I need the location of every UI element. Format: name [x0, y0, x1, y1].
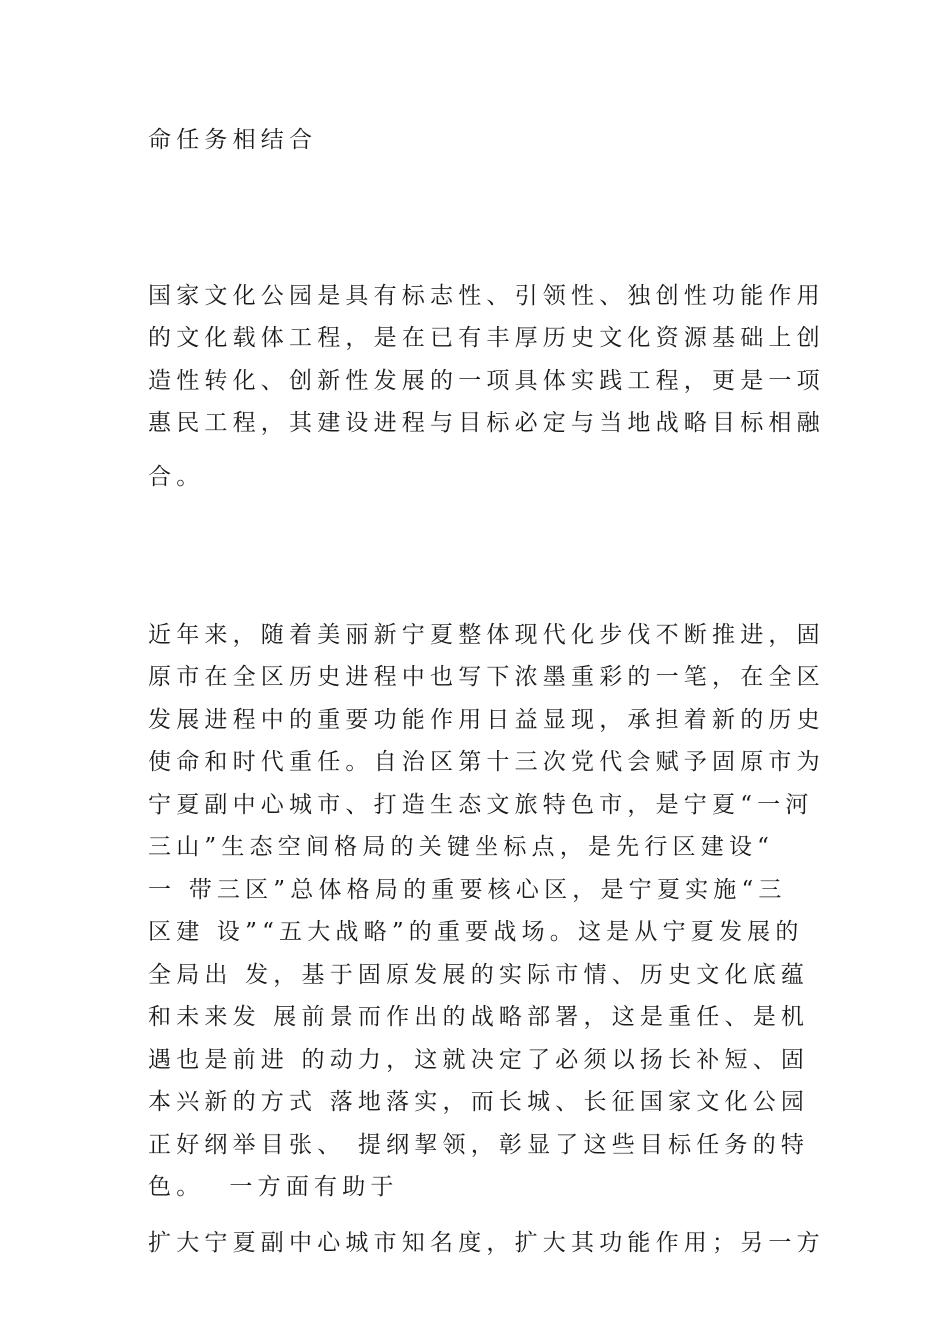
paragraph-line: 区建 设”“五大战略”的重要战场。这是从宁夏发展的: [148, 919, 804, 945]
paragraph-line: 正好纲举目张、 提纲挈领，彰显了这些目标任务的特: [148, 1132, 810, 1158]
paragraph-line: 原市在全区历史进程中也写下浓墨重彩的一笔，在全区: [148, 664, 825, 690]
paragraph-line: 遇也是前进 的动力，这就决定了必须以扬长补短、固: [148, 1047, 810, 1073]
paragraph-line: 合。: [148, 464, 205, 490]
paragraph-line: 近年来，随着美丽新宁夏整体现代化步伐不断推进，固: [148, 622, 825, 648]
heading-fragment: 命任务相结合: [148, 127, 318, 153]
paragraph-line: 扩大宁夏副中心城市知名度，扩大其功能作用；另一方: [148, 1230, 825, 1256]
paragraph-line: 使命和时代重任。自治区第十三次党代会赋予固原市为: [148, 749, 825, 775]
paragraph-line: 色。 一方面有助于: [148, 1174, 399, 1200]
paragraph-line: 惠民工程，其建设进程与目标必定与当地战略目标相融: [148, 410, 825, 436]
paragraph-line: 本兴新的方式 落地落实，而长城、长征国家文化公园: [148, 1089, 810, 1115]
paragraph-line: 和未来发 展前景而作出的战略部署，这是重任、是机: [148, 1004, 810, 1030]
paragraph-line: 国家文化公园是具有标志性、引领性、独创性功能作用: [148, 283, 825, 309]
paragraph-line: 发展进程中的重要功能作用日益显现，承担着新的历史: [148, 707, 825, 733]
paragraph-line: 造性转化、创新性发展的一项具体实践工程，更是一项: [148, 368, 825, 394]
paragraph-line: 宁夏副中心城市、打造生态文旅特色市，是宁夏“一河: [148, 792, 814, 818]
paragraph-line: 三山”生态空间格局的关键坐标点，是先行区建设“: [148, 834, 775, 860]
paragraph-line: 一 带三区”总体格局的重要核心区，是宁夏实施“三: [148, 877, 787, 903]
paragraph-line: 的文化载体工程，是在已有丰厚历史文化资源基础上创: [148, 325, 825, 351]
paragraph-line: 全局出 发，基于固原发展的实际市情、历史文化底蕴: [148, 962, 810, 988]
